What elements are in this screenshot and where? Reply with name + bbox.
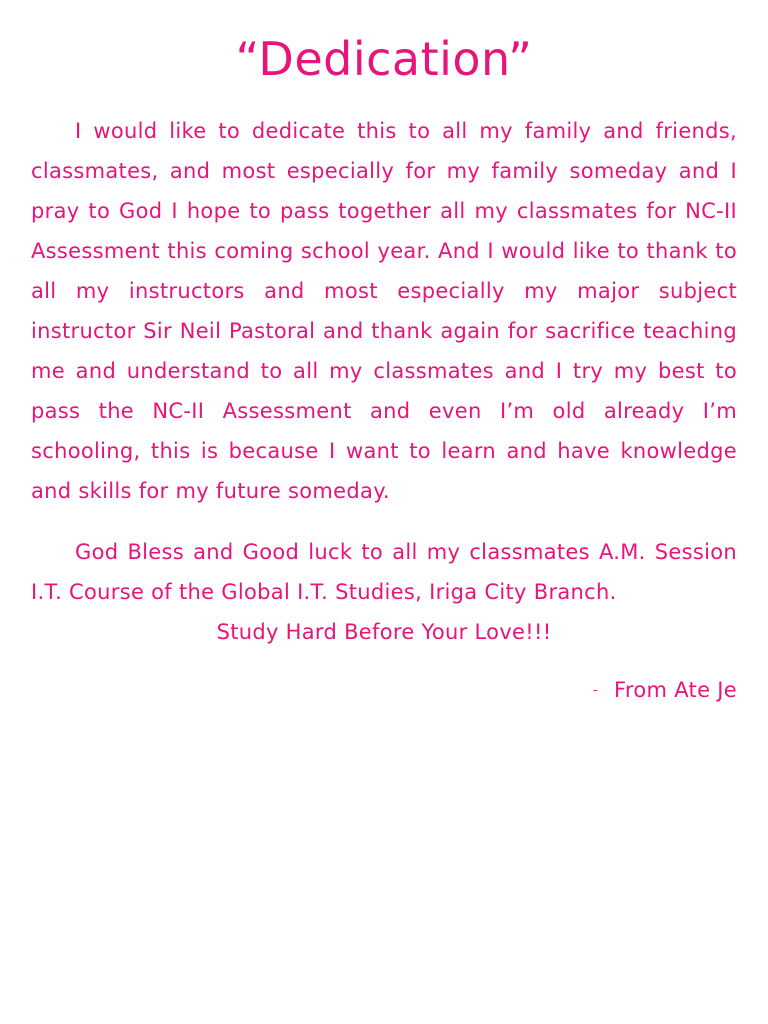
signature-block	[31, 670, 737, 711]
signature-text: From Ate Je	[614, 678, 737, 702]
blessing-paragraph: God Bless and Good luck to all my classmates A.M. Session I.T. Course of the Global I.T. Studies, Iriga City Branch.	[31, 540, 737, 604]
signature-dash: -	[593, 683, 599, 698]
dedication-paragraph: I would like to dedicate this to all my family and friends, classmates, and most especially for my family someday and I pray to God I hope to pass together all my classmates for NC-II Assessment this coming school year. And I would like to thank to all my instructors and most especially my major subject instructor Sir Neil Pastoral and thank again for sacrifice teaching me and understand to all my classmates and I try my best to pass the NC-II Assessment and even I’m old already I’m schooling, this is because I want to learn and have knowledge and skills for my future someday.	[31, 119, 737, 503]
page-title: “Dedication”	[235, 32, 533, 86]
dedication-page	[31, 0, 737, 711]
closing-line: Study Hard Before Your Love!!!	[216, 620, 552, 644]
